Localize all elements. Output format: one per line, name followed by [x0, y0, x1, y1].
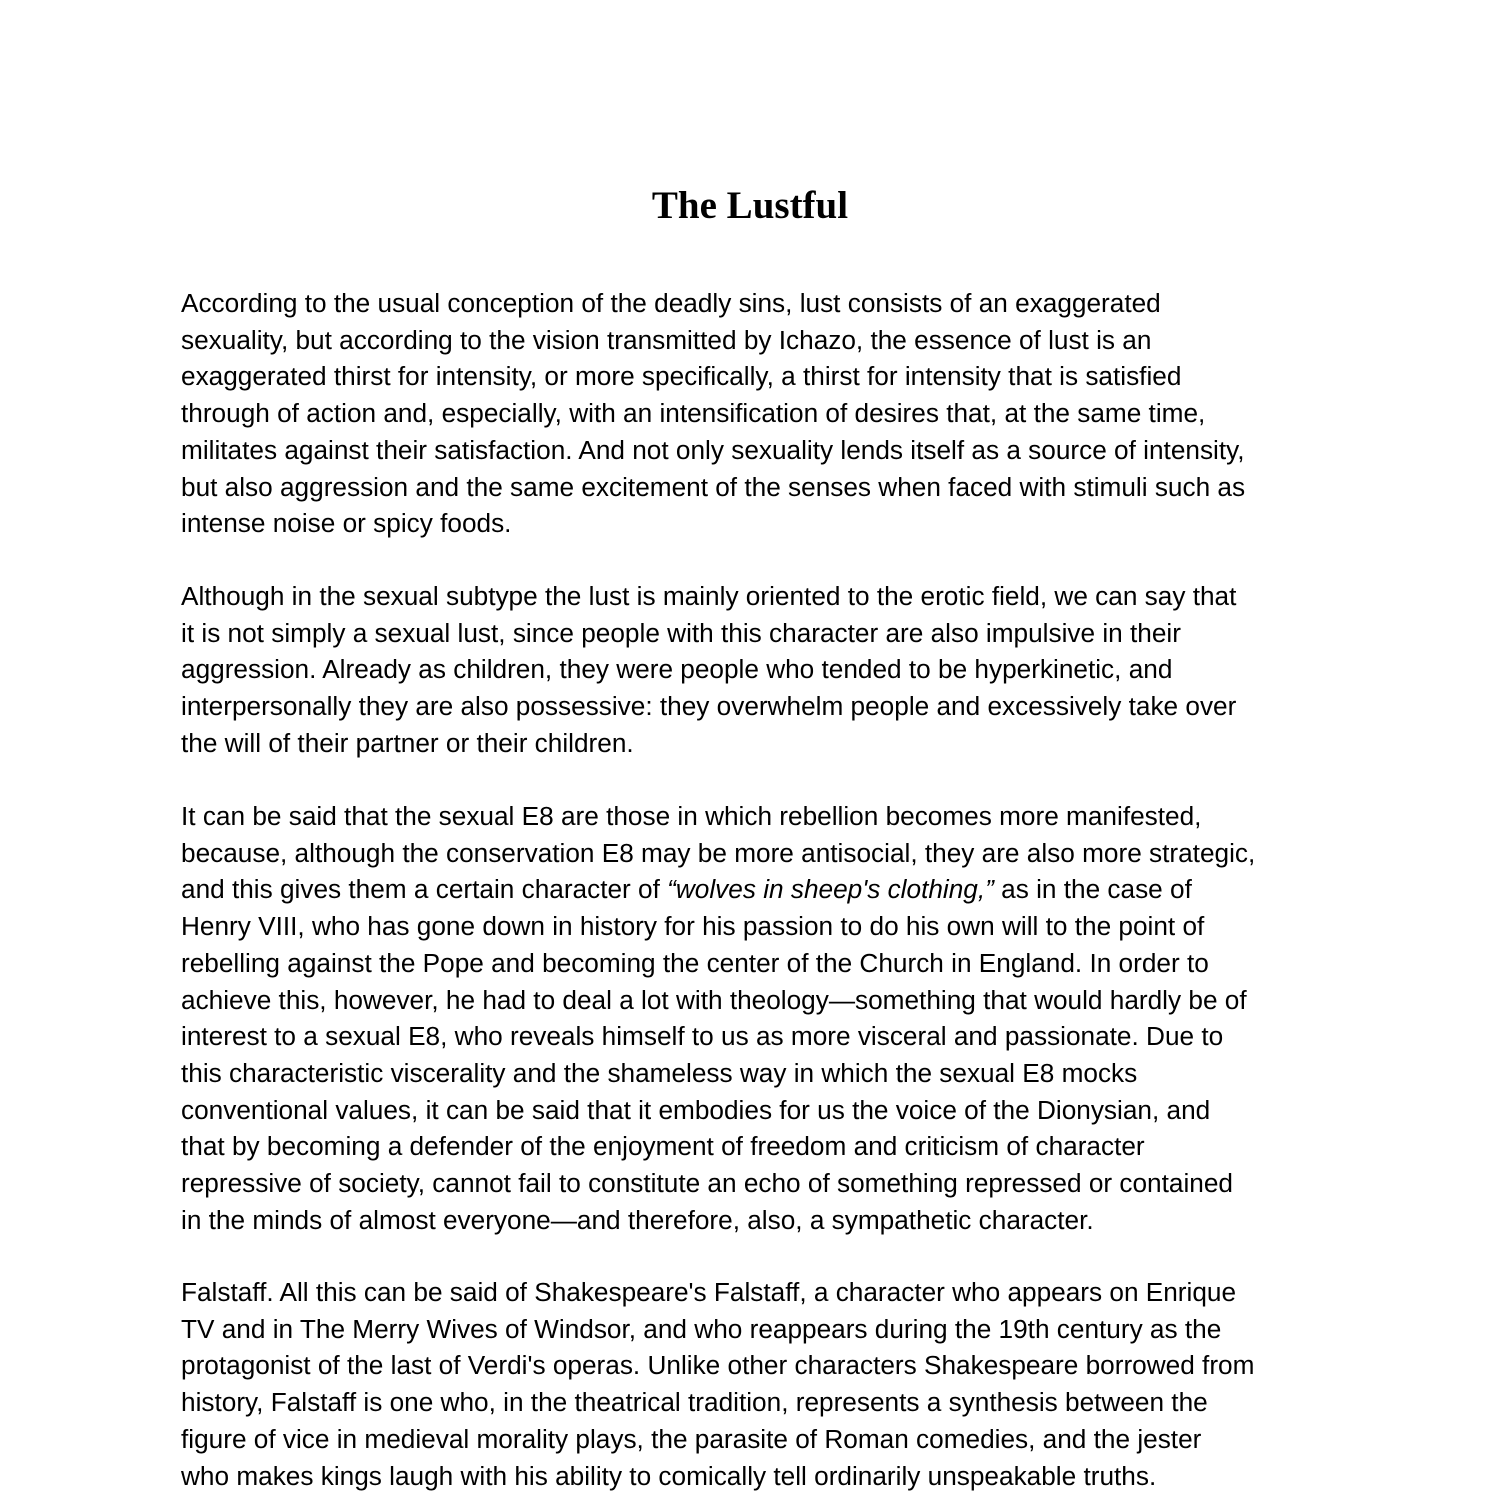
text-line-with-italic-quote [181, 871, 1341, 908]
paragraph-1 [181, 285, 1341, 542]
text-line: figure of vice in medieval morality plays, the parasite of Roman comedies, and the jester [181, 1423, 1202, 1454]
text-line: the will of their partner or their children. [181, 727, 634, 758]
text-line: this characteristic viscerality and the shameless way in which the sexual E8 mocks [181, 1057, 1138, 1088]
text-line: it is not simply a sexual lust, since people with this character are also impulsive in their [181, 617, 1181, 648]
text-line: repressive of society, cannot fail to constitute an echo of something repressed or contained [181, 1168, 1233, 1199]
text-line: who makes kings laugh with his ability to comically tell ordinarily unspeakable truths. [181, 1460, 1157, 1491]
text-line: in the minds of almost everyone—and therefore, also, a sympathetic character. [181, 1204, 1094, 1235]
text-line: interest to a sexual E8, who reveals himself to us as more visceral and passionate. Due to [181, 1021, 1224, 1052]
text-line: intense noise or spicy foods. [181, 508, 512, 539]
text-segment: and this gives them a certain character of [181, 874, 668, 905]
text-line: through of action and, especially, with an intensification of desires that, at the same time, [181, 398, 1206, 429]
text-line: Falstaff. All this can be said of Shakespeare's Falstaff, a character who appears on Enrique [181, 1277, 1237, 1307]
paragraph-2 [181, 578, 1341, 762]
text-line: history, Falstaff is one who, in the theatrical tradition, represents a synthesis between the [181, 1387, 1208, 1418]
text-line: that by becoming a defender of the enjoyment of freedom and criticism of character [181, 1131, 1145, 1162]
text-line: exaggerated thirst for intensity, or more specifically, a thirst for intensity that is satisfied [181, 361, 1182, 392]
text-line: According to the usual conception of the deadly sins, lust consists of an exaggerated [181, 288, 1161, 318]
text-line: aggression. Already as children, they were people who tended to be hyperkinetic, and [181, 654, 1173, 685]
text-line: conventional values, it can be said that it embodies for us the voice of the Dionysian, and [181, 1094, 1211, 1125]
text-line: interpersonally they are also possessive: they overwhelm people and excessively take over [181, 691, 1237, 722]
text-line: militates against their satisfaction. And not only sexuality lends itself as a source of intensity, [181, 434, 1245, 465]
text-line: It can be said that the sexual E8 are those in which rebellion becomes more manifested, [181, 801, 1202, 831]
paragraph-4 [181, 1274, 1341, 1494]
text-line: TV and in The Merry Wives of Windsor, and who reappears during the 19th century as the [181, 1313, 1222, 1344]
text-line: sexuality, but according to the vision transmitted by Ichazo, the essence of lust is an [181, 324, 1152, 355]
text-line: achieve this, however, he had to deal a lot with theology—something that would hardly be of [181, 984, 1247, 1015]
text-line: rebelling against the Pope and becoming the center of the Church in England. In order to [181, 947, 1209, 978]
text-line: Henry VIII, who has gone down in history for his passion to do his own will to the point of [181, 911, 1205, 942]
italic-quote: “wolves in sheep's clothing,” [667, 874, 994, 905]
text-line: Although in the sexual subtype the lust is mainly oriented to the erotic field, we can say that [181, 581, 1237, 611]
text-line: protagonist of the last of Verdi's operas. Unlike other characters Shakespeare borrowed from [181, 1350, 1255, 1381]
page-title: The Lustful [651, 184, 849, 227]
text-line: but also aggression and the same excitement of the senses when faced with stimuli such as [181, 471, 1246, 502]
text-line: because, although the conservation E8 may be more antisocial, they are also more strategic, [181, 837, 1256, 868]
text-segment: as in the case of [993, 874, 1192, 905]
paragraph-3 [181, 798, 1341, 1238]
